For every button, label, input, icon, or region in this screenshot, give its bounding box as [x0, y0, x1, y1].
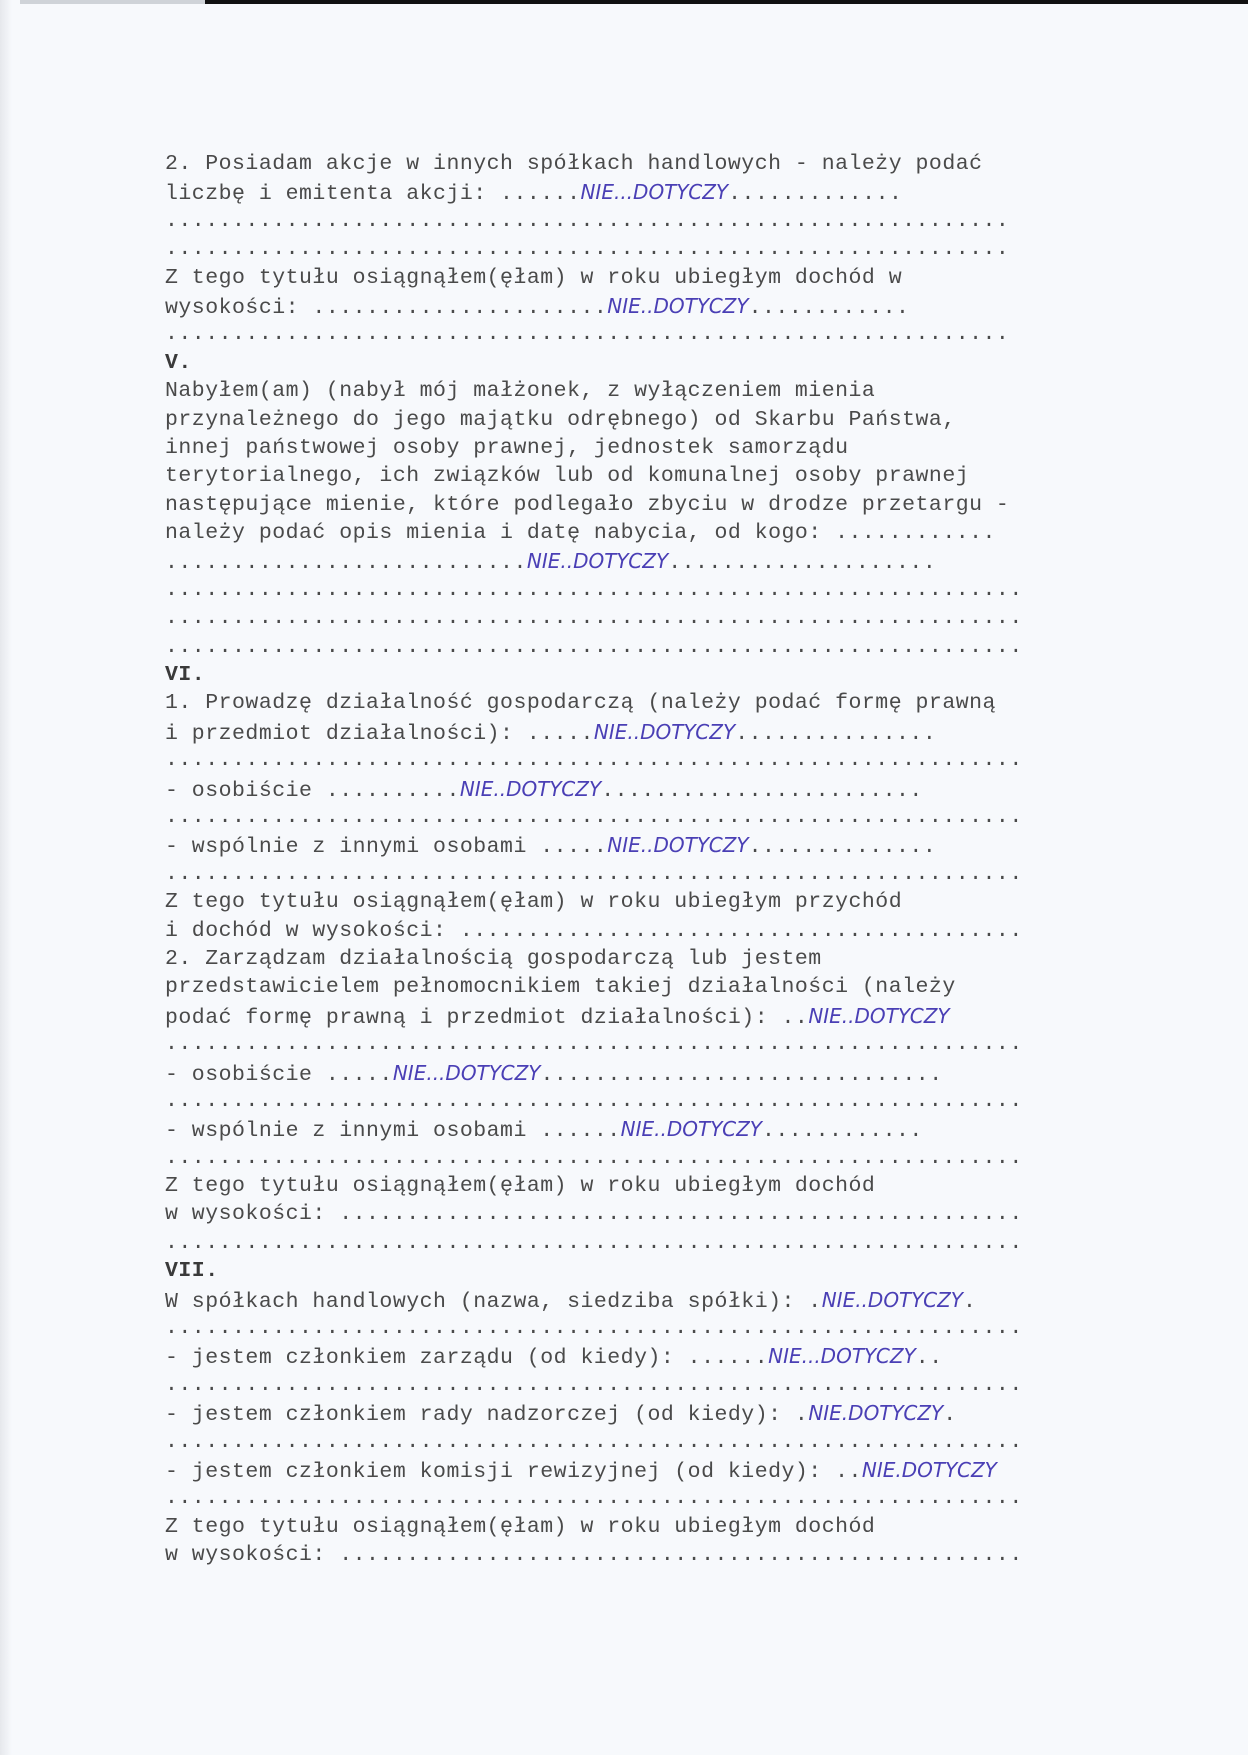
- printed-text: terytorialnego, ich związków lub od komunalnej osoby prawnej: [165, 464, 970, 489]
- printed-text: Nabyłem(am) (nabył mój małżonek, z wyłączeniem mienia: [165, 379, 876, 404]
- document-line: [165, 1087, 1125, 1115]
- document-line: [165, 1229, 1125, 1257]
- scan-top-border: [205, 0, 1248, 4]
- document-line: [165, 1314, 1125, 1342]
- printed-text: ...............................................................: [165, 208, 1010, 233]
- document-line: [165, 1456, 1125, 1484]
- printed-text: - jestem członkiem zarządu (od kiedy): ......: [165, 1346, 769, 1371]
- printed-text: w wysokości: ...................................................: [165, 1543, 1023, 1568]
- document-line: [165, 491, 1125, 519]
- printed-text: Z tego tytułu osiągnąłem(ęłam) w roku ubiegłym dochód w: [165, 265, 903, 290]
- document-line: [165, 178, 1125, 206]
- printed-text: ...............................................................: [165, 237, 1010, 262]
- printed-text: ................................................................: [165, 577, 1023, 602]
- document-line: [165, 860, 1125, 888]
- printed-text: V.: [165, 350, 192, 375]
- printed-text: należy podać opis mienia i datę nabycia, od kogo: ............: [165, 521, 996, 546]
- document-line: [165, 150, 1125, 178]
- printed-text: VI.: [165, 663, 206, 688]
- document-line: [165, 604, 1125, 632]
- handwritten-entry: NIE..DOTYCZY: [821, 1287, 964, 1312]
- document-line: [165, 888, 1125, 916]
- printed-text: ................................................................: [165, 1032, 1023, 1057]
- printed-text: ...........................: [165, 551, 527, 576]
- document-line: [165, 1172, 1125, 1200]
- handwritten-entry: NIE..DOTYCZY: [607, 293, 749, 318]
- printed-text: ................................................................: [165, 1316, 1023, 1341]
- printed-dots: .: [943, 1403, 957, 1428]
- handwritten-entry: NIE...DOTYCZY: [768, 1344, 916, 1369]
- document-line: [165, 1428, 1125, 1456]
- printed-text: podać formę prawną i przedmiot działalności): ..: [165, 1005, 809, 1030]
- printed-text: 1. Prowadzę działalność gospodarczą (należy podać formę prawną: [165, 691, 996, 716]
- document-line: [165, 1144, 1125, 1172]
- document-line: [165, 775, 1125, 803]
- printed-text: - wspólnie z innymi osobami .....: [165, 835, 608, 860]
- document-line: [165, 1513, 1125, 1541]
- document-line: [165, 1484, 1125, 1512]
- printed-text: ................................................................: [165, 606, 1023, 631]
- printed-text: ................................................................: [165, 1088, 1023, 1113]
- document-line: [165, 434, 1125, 462]
- document-line: [165, 1541, 1125, 1569]
- handwritten-entry: NIE...DOTYCZY: [392, 1060, 541, 1085]
- document-line: [165, 207, 1125, 235]
- document-line: [165, 235, 1125, 263]
- printed-dots: ..............................: [540, 1062, 943, 1087]
- printed-text: W spółkach handlowych (nazwa, siedziba spółki): .: [165, 1289, 822, 1314]
- document-line: [165, 1286, 1125, 1314]
- printed-text: ................................................................: [165, 1429, 1023, 1454]
- printed-text: ................................................................: [165, 1372, 1023, 1397]
- document-line: [165, 718, 1125, 746]
- printed-text: ................................................................: [165, 634, 1023, 659]
- printed-dots: ........................: [601, 778, 923, 803]
- declaration-document: [165, 150, 1125, 1570]
- printed-dots: ..............: [748, 835, 937, 860]
- printed-text: ................................................................: [165, 1486, 1023, 1511]
- handwritten-entry: NIE..DOTYCZY: [526, 549, 669, 574]
- document-line: [165, 576, 1125, 604]
- scan-top-border-light: [20, 0, 205, 4]
- page-edge-shadow: [0, 0, 12, 1755]
- document-line: [165, 831, 1125, 859]
- printed-text: ................................................................: [165, 1230, 1023, 1255]
- printed-dots: ............: [748, 295, 910, 320]
- printed-text: - wspólnie z innymi osobami ......: [165, 1119, 621, 1144]
- document-line: [165, 803, 1125, 831]
- printed-text: i przedmiot działalności): .....: [165, 721, 594, 746]
- printed-dots: .: [963, 1289, 977, 1314]
- printed-text: - osobiście .....: [165, 1062, 393, 1087]
- printed-text: Z tego tytułu osiągnąłem(ęłam) w roku ubiegłym dochód: [165, 1174, 876, 1199]
- printed-text: liczbę i emitenta akcji: ......: [165, 182, 581, 207]
- printed-dots: .............: [728, 182, 903, 207]
- document-line: [165, 945, 1125, 973]
- handwritten-entry: NIE..DOTYCZY: [620, 1117, 762, 1142]
- handwritten-entry: NIE.DOTYCZY: [861, 1457, 997, 1482]
- document-line: [165, 917, 1125, 945]
- printed-text: Z tego tytułu osiągnąłem(ęłam) w roku ubiegłym przychód: [165, 890, 903, 915]
- printed-text: wysokości: ......................: [165, 295, 608, 320]
- printed-text: ................................................................: [165, 861, 1023, 886]
- document-line: [165, 1200, 1125, 1228]
- section-heading: [165, 661, 1125, 689]
- printed-text: VII.: [165, 1259, 219, 1284]
- document-line: [165, 973, 1125, 1001]
- handwritten-entry: NIE..DOTYCZY: [607, 833, 749, 858]
- document-line: [165, 320, 1125, 348]
- document-line: [165, 1002, 1125, 1030]
- document-line: [165, 633, 1125, 661]
- handwritten-entry: NIE..DOTYCZY: [593, 719, 736, 744]
- document-line: [165, 462, 1125, 490]
- printed-dots: ...............: [735, 721, 937, 746]
- document-line: [165, 1371, 1125, 1399]
- printed-text: ................................................................: [165, 804, 1023, 829]
- printed-text: Z tego tytułu osiągnąłem(ęłam) w roku ubiegłym dochód: [165, 1514, 876, 1539]
- document-line: [165, 377, 1125, 405]
- document-line: [165, 1059, 1125, 1087]
- printed-text: - jestem członkiem rady nadzorczej (od kiedy): .: [165, 1403, 809, 1428]
- printed-dots: ............: [762, 1119, 923, 1144]
- document-line: [165, 519, 1125, 547]
- printed-dots: ....................: [668, 551, 937, 576]
- document-line: [165, 547, 1125, 575]
- printed-text: następujące mienie, które podlegało zbyciu w drodze przetargu -: [165, 492, 1010, 517]
- handwritten-entry: NIE...DOTYCZY: [580, 180, 729, 205]
- document-line: [165, 1115, 1125, 1143]
- handwritten-entry: NIE.DOTYCZY: [808, 1401, 944, 1426]
- section-heading: [165, 349, 1125, 377]
- document-line: [165, 1030, 1125, 1058]
- printed-text: ................................................................: [165, 1145, 1023, 1170]
- document-line: [165, 1342, 1125, 1370]
- printed-text: innej państwowej osoby prawnej, jednostek samorządu: [165, 435, 849, 460]
- printed-text: 2. Zarządzam działalnością gospodarczą lub jestem: [165, 946, 822, 971]
- document-line: [165, 689, 1125, 717]
- printed-dots: ..: [915, 1346, 943, 1371]
- document-line: [165, 292, 1125, 320]
- printed-text: ................................................................: [165, 748, 1023, 773]
- printed-text: przynależnego do jego majątku odrębnego) od Skarbu Państwa,: [165, 407, 956, 432]
- document-line: [165, 264, 1125, 292]
- document-line: [165, 406, 1125, 434]
- handwritten-entry: NIE..DOTYCZY: [808, 1003, 950, 1028]
- document-line: [165, 746, 1125, 774]
- section-heading: [165, 1257, 1125, 1285]
- document-line: [165, 1399, 1125, 1427]
- printed-text: - osobiście ..........: [165, 778, 460, 803]
- printed-text: - jestem członkiem komisji rewizyjnej (od kiedy): ..: [165, 1459, 862, 1484]
- handwritten-entry: NIE..DOTYCZY: [459, 776, 602, 801]
- printed-text: ...............................................................: [165, 322, 1010, 347]
- printed-text: 2. Posiadam akcje w innych spółkach handlowych - należy podać: [165, 152, 983, 176]
- printed-text: w wysokości: ...................................................: [165, 1202, 1023, 1227]
- printed-text: i dochód w wysokości: ..........................................: [165, 918, 1023, 943]
- printed-text: przedstawicielem pełnomocnikiem takiej działalności (należy: [165, 975, 956, 1000]
